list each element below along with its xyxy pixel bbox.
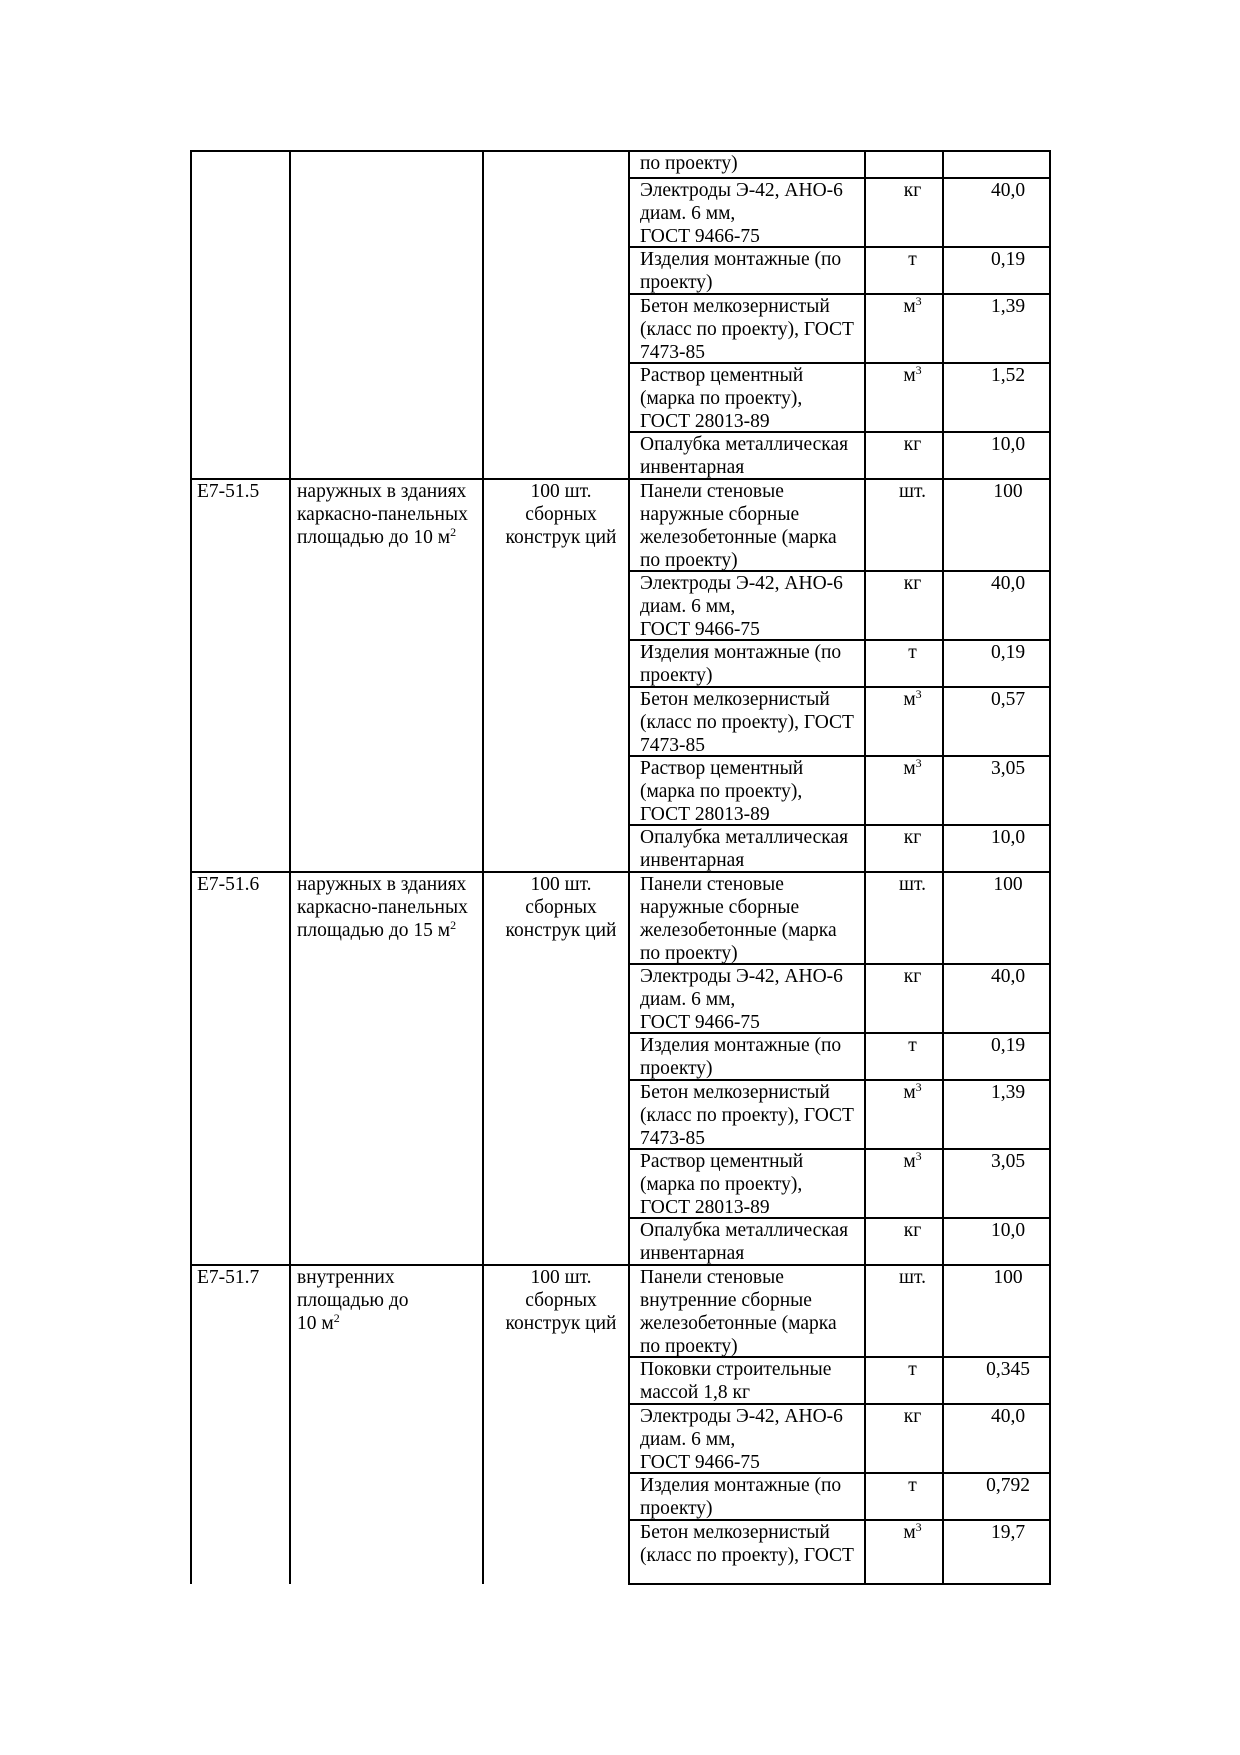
resource-name-text: проекту): [640, 1058, 713, 1079]
work-description-text: наружных в зданиях: [297, 874, 467, 895]
resource-name-line: [640, 295, 875, 318]
resource-name-line: [640, 341, 875, 364]
resource-quantity: 40,0: [990, 573, 1026, 594]
resource-name-line: [640, 1497, 875, 1520]
resource-name-text: ГОСТ 28013-89: [640, 804, 770, 825]
resource-name-text: Опалубка металлическая: [640, 827, 849, 848]
resource-name-text: (класс по проекту), ГОСТ: [640, 1105, 854, 1126]
resource-name-text: по проекту): [640, 1336, 738, 1357]
table-column-border: [190, 150, 192, 1584]
resource-name-text: Электроды Э-42, АНО-6: [640, 1406, 843, 1427]
resource-name-line: [640, 1196, 875, 1219]
resource-name-line: [640, 152, 875, 175]
resource-name-text: наружные сборные: [640, 504, 800, 525]
resource-quantity: 1,39: [990, 296, 1026, 317]
resource-unit: [875, 757, 950, 780]
work-description: [297, 480, 487, 549]
resource-unit: [875, 688, 950, 711]
resource-name: [640, 1034, 875, 1080]
resource-name-line: [640, 942, 875, 965]
resource-name-line: [640, 318, 875, 341]
measurement-unit-line: [487, 1289, 635, 1312]
resource-name-text: по проекту): [640, 153, 738, 174]
resource-unit: [875, 433, 950, 456]
resource-name-text: Панели стеновые: [640, 1267, 784, 1288]
resource-quantity: 3,05: [990, 1151, 1026, 1172]
resource-name-text: Опалубка металлическая: [640, 1220, 849, 1241]
measurement-unit-text: 100 шт.: [530, 1267, 592, 1288]
resource-name-text: железобетонные (марка: [640, 920, 837, 941]
resource-unit-text: кг: [903, 827, 922, 848]
resource-name-text: ГОСТ 9466-75: [640, 619, 760, 640]
resource-quantity: 10,0: [990, 1220, 1026, 1241]
resource-name-line: [640, 503, 875, 526]
work-description-text: каркасно-панельных: [297, 897, 468, 918]
resource-name-line: [640, 1289, 875, 1312]
resource-name-text: 7473-85: [640, 1128, 705, 1149]
resource-name-text: ГОСТ 9466-75: [640, 1452, 760, 1473]
resource-unit-text: шт.: [899, 1267, 926, 1288]
resource-name-line: [640, 1173, 875, 1196]
resource-name-text: (класс по проекту), ГОСТ: [640, 319, 854, 340]
measurement-unit-text: конструк ций: [505, 920, 617, 941]
work-description: [297, 1266, 487, 1335]
norm-code: Е7-51.7: [197, 1267, 260, 1288]
resource-name: [640, 1219, 875, 1265]
resource-quantity: 1,39: [990, 1082, 1026, 1103]
resource-name-line: [640, 1381, 875, 1404]
resource-name-line: [640, 1312, 875, 1335]
resource-name-line: [640, 919, 875, 942]
work-description-line: [297, 480, 487, 503]
work-description-text: наружных в зданиях: [297, 481, 467, 502]
resource-name: [640, 152, 875, 175]
measurement-unit-line: [487, 503, 635, 526]
superscript: 3: [915, 1149, 922, 1163]
resource-name-text: по проекту): [640, 943, 738, 964]
measurement-unit-text: конструк ций: [505, 1313, 617, 1334]
resource-name-text: Бетон мелкозернистый: [640, 689, 830, 710]
resource-unit: [875, 1034, 950, 1057]
resource-name-text: (класс по проекту), ГОСТ: [640, 712, 854, 733]
resource-name-line: [640, 387, 875, 410]
resource-unit: [875, 965, 950, 988]
superscript: 3: [915, 363, 922, 377]
resource-unit-text: кг: [903, 434, 922, 455]
resource-name-line: [640, 572, 875, 595]
resource-name-line: [640, 688, 875, 711]
resource-quantity: 0,19: [990, 642, 1026, 663]
resource-name-line: [640, 410, 875, 433]
measurement-unit-line: [487, 873, 635, 896]
table-column-border: [628, 150, 630, 1584]
norm-code: Е7-51.6: [197, 874, 260, 895]
resource-name-line: [640, 1474, 875, 1497]
resource-name-line: [640, 1127, 875, 1150]
table-column-border: [289, 150, 291, 1584]
resource-name-text: массой 1,8 кг: [640, 1382, 750, 1403]
resource-name: [640, 1474, 875, 1520]
resource-quantity: 100: [993, 481, 1023, 502]
resource-name-line: [640, 433, 875, 456]
resource-name-text: 7473-85: [640, 342, 705, 363]
resource-quantity: 40,0: [990, 966, 1026, 987]
resource-name-line: [640, 780, 875, 803]
resource-name: [640, 480, 875, 572]
work-description-line: [297, 526, 487, 549]
resource-name-line: [640, 873, 875, 896]
resource-name-text: ГОСТ 9466-75: [640, 226, 760, 247]
measurement-unit-line: [487, 919, 635, 942]
resource-name-line: [640, 1081, 875, 1104]
resource-name-line: [640, 456, 875, 479]
resource-name-line: [640, 1104, 875, 1127]
superscript: 3: [915, 1520, 922, 1534]
resource-unit-text: м: [903, 758, 916, 779]
resource-name-line: [640, 1428, 875, 1451]
resource-name-line: [640, 1150, 875, 1173]
resource-unit: [875, 1081, 950, 1104]
resource-unit-text: м: [903, 1151, 916, 1172]
resource-name-line: [640, 711, 875, 734]
resource-name-text: (марка по проекту),: [640, 388, 803, 409]
resource-unit-text: кг: [903, 1220, 922, 1241]
resource-unit: [875, 179, 950, 202]
resource-unit: [875, 1266, 950, 1289]
resource-name-text: Изделия монтажные (по: [640, 642, 842, 663]
superscript: 3: [915, 1080, 922, 1094]
resource-name: [640, 1358, 875, 1404]
resource-quantity: 1,52: [990, 365, 1026, 386]
resource-quantity: 0,19: [990, 249, 1026, 270]
resource-unit: [875, 295, 950, 318]
resource-name-text: Бетон мелкозернистый: [640, 1082, 830, 1103]
resource-name-text: (класс по проекту), ГОСТ: [640, 1545, 854, 1566]
resource-name: [640, 688, 875, 757]
superscript: 3: [915, 294, 922, 308]
resource-name-line: [640, 1358, 875, 1381]
resource-unit-text: кг: [903, 1406, 922, 1427]
resource-name-text: диам. 6 мм,: [640, 596, 736, 617]
superscript: 3: [915, 687, 922, 701]
resource-quantity: 100: [993, 1267, 1023, 1288]
superscript: 2: [333, 1311, 340, 1325]
resource-name: [640, 1266, 875, 1358]
work-description-text: внутренних: [297, 1267, 395, 1288]
resource-name-text: Раствор цементный: [640, 365, 804, 386]
resource-name-line: [640, 618, 875, 641]
resource-name-line: [640, 480, 875, 503]
resource-name-line: [640, 734, 875, 757]
measurement-unit-text: конструк ций: [505, 527, 617, 548]
resource-quantity: 0,345: [986, 1359, 1030, 1380]
resource-name-text: Раствор цементный: [640, 758, 804, 779]
work-description-line: [297, 503, 487, 526]
norm-code: Е7-51.5: [197, 481, 260, 502]
measurement-unit: [487, 873, 635, 942]
work-description-line: [297, 1266, 487, 1289]
resource-name-text: 7473-85: [640, 735, 705, 756]
resource-quantity: 40,0: [990, 1406, 1026, 1427]
resource-name-text: проекту): [640, 665, 713, 686]
resource-unit: [875, 1521, 950, 1544]
resource-name-line: [640, 1521, 875, 1544]
resource-name-text: Панели стеновые: [640, 874, 784, 895]
resource-quantity: 10,0: [990, 827, 1026, 848]
resource-name: [640, 641, 875, 687]
measurement-unit-text: сборных: [525, 1290, 597, 1311]
resource-name-text: Бетон мелкозернистый: [640, 296, 830, 317]
resource-name: [640, 295, 875, 364]
resource-name-text: Электроды Э-42, АНО-6: [640, 573, 843, 594]
resource-name-text: Изделия монтажные (по: [640, 1035, 842, 1056]
resource-unit-text: т: [908, 1035, 917, 1056]
resource-name-line: [640, 549, 875, 572]
resource-name-line: [640, 526, 875, 549]
resource-unit-text: т: [908, 249, 917, 270]
resource-unit-text: кг: [903, 573, 922, 594]
resource-name-line: [640, 803, 875, 826]
resource-name-text: наружные сборные: [640, 897, 800, 918]
resource-quantity: 3,05: [990, 758, 1026, 779]
resource-name-line: [640, 1451, 875, 1474]
resource-unit: [875, 572, 950, 595]
resource-name-text: Поковки строительные: [640, 1359, 832, 1380]
resource-unit: [875, 873, 950, 896]
resource-unit: [875, 1150, 950, 1173]
work-description-line: [297, 1312, 487, 1335]
work-description-text: 10 м: [297, 1313, 334, 1334]
resource-name: [640, 1150, 875, 1219]
resource-unit-text: м: [903, 689, 916, 710]
resource-name-line: [640, 849, 875, 872]
resource-quantity: 0,792: [986, 1475, 1030, 1496]
resource-name-line: [640, 202, 875, 225]
resource-name-text: железобетонные (марка: [640, 527, 837, 548]
resource-name: [640, 1521, 875, 1567]
measurement-unit-text: сборных: [525, 504, 597, 525]
measurement-unit: [487, 1266, 635, 1335]
resource-unit: [875, 480, 950, 503]
resource-quantity: 0,19: [990, 1035, 1026, 1056]
resource-name-text: Бетон мелкозернистый: [640, 1522, 830, 1543]
work-description-text: площадью до 10 м: [297, 527, 451, 548]
resource-name: [640, 433, 875, 479]
resource-name: [640, 873, 875, 965]
measurement-unit-text: 100 шт.: [530, 874, 592, 895]
resource-name: [640, 1081, 875, 1150]
resource-name-line: [640, 1266, 875, 1289]
resource-name-line: [640, 757, 875, 780]
resource-unit: [875, 826, 950, 849]
resource-unit-text: т: [908, 1475, 917, 1496]
resource-unit-text: кг: [903, 180, 922, 201]
resource-name-text: инвентарная: [640, 1243, 745, 1264]
resource-quantity: 0,57: [990, 689, 1026, 710]
resource-name-text: (марка по проекту),: [640, 1174, 803, 1195]
measurement-unit-line: [487, 1312, 635, 1335]
resource-name-line: [640, 179, 875, 202]
resource-name-text: диам. 6 мм,: [640, 203, 736, 224]
measurement-unit-line: [487, 480, 635, 503]
resource-unit: [875, 1358, 950, 1381]
resource-name-text: ГОСТ 28013-89: [640, 1197, 770, 1218]
superscript: 2: [450, 525, 457, 539]
resource-unit-text: м: [903, 1082, 916, 1103]
resource-name-line: [640, 1057, 875, 1080]
resource-unit: [875, 364, 950, 387]
resource-name-line: [640, 988, 875, 1011]
resource-name-line: [640, 1011, 875, 1034]
resource-name-text: проекту): [640, 272, 713, 293]
resource-name-line: [640, 1405, 875, 1428]
resource-name-text: внутренние сборные: [640, 1290, 812, 1311]
resource-unit-text: м: [903, 296, 916, 317]
resource-name-text: Электроды Э-42, АНО-6: [640, 966, 843, 987]
table-row-border: [628, 1583, 1051, 1585]
resource-name-line: [640, 1335, 875, 1358]
superscript: 2: [450, 918, 457, 932]
resource-name-text: инвентарная: [640, 850, 745, 871]
resource-name-line: [640, 896, 875, 919]
resource-name-line: [640, 641, 875, 664]
resource-unit-text: т: [908, 642, 917, 663]
resource-name-text: Раствор цементный: [640, 1151, 804, 1172]
resource-name-text: диам. 6 мм,: [640, 1429, 736, 1450]
superscript: 3: [915, 756, 922, 770]
resource-name-line: [640, 1242, 875, 1265]
resource-unit: [875, 1405, 950, 1428]
measurement-unit-text: 100 шт.: [530, 481, 592, 502]
resource-quantity: 10,0: [990, 434, 1026, 455]
resource-name-text: Изделия монтажные (по: [640, 249, 842, 270]
resource-name-text: диам. 6 мм,: [640, 989, 736, 1010]
resource-name-text: Электроды Э-42, АНО-6: [640, 180, 843, 201]
measurement-unit-line: [487, 1266, 635, 1289]
resource-name-line: [640, 595, 875, 618]
resource-name-text: инвентарная: [640, 457, 745, 478]
resource-name-line: [640, 248, 875, 271]
resource-unit-text: шт.: [899, 874, 926, 895]
table-column-border: [482, 150, 484, 1584]
resource-name: [640, 757, 875, 826]
resource-name: [640, 364, 875, 433]
resource-name-text: Опалубка металлическая: [640, 434, 849, 455]
resource-quantity: 100: [993, 874, 1023, 895]
resource-name-text: проекту): [640, 1498, 713, 1519]
work-description-text: каркасно-панельных: [297, 504, 468, 525]
work-description-text: площадью до 15 м: [297, 920, 451, 941]
measurement-unit-line: [487, 526, 635, 549]
resource-name: [640, 826, 875, 872]
resource-name: [640, 1405, 875, 1474]
resource-name-text: Изделия монтажные (по: [640, 1475, 842, 1496]
work-description: [297, 873, 487, 942]
resource-unit-text: шт.: [899, 481, 926, 502]
work-description-text: площадью до: [297, 1290, 409, 1311]
resource-unit-text: м: [903, 365, 916, 386]
measurement-unit-line: [487, 896, 635, 919]
resource-name-text: ГОСТ 28013-89: [640, 411, 770, 432]
resource-name-line: [640, 364, 875, 387]
resource-unit: [875, 248, 950, 271]
resource-unit: [875, 1219, 950, 1242]
resource-name-line: [640, 826, 875, 849]
resource-name: [640, 965, 875, 1034]
resource-name-line: [640, 225, 875, 248]
resource-name-line: [640, 965, 875, 988]
work-description-line: [297, 1289, 487, 1312]
work-description-line: [297, 896, 487, 919]
resource-unit: [875, 641, 950, 664]
resource-name: [640, 248, 875, 294]
resource-unit-text: м: [903, 1522, 916, 1543]
resource-name-line: [640, 1219, 875, 1242]
resource-name-line: [640, 1034, 875, 1057]
table-row-border: [190, 150, 1051, 152]
resource-name-text: Панели стеновые: [640, 481, 784, 502]
measurement-unit: [487, 480, 635, 549]
measurement-unit-text: сборных: [525, 897, 597, 918]
resource-unit-text: т: [908, 1359, 917, 1380]
work-description-line: [297, 873, 487, 896]
resource-name-text: железобетонные (марка: [640, 1313, 837, 1334]
resource-name-text: по проекту): [640, 550, 738, 571]
resource-name-text: ГОСТ 9466-75: [640, 1012, 760, 1033]
resource-name-line: [640, 271, 875, 294]
resource-name-text: (марка по проекту),: [640, 781, 803, 802]
resource-name-line: [640, 1544, 875, 1567]
resource-name: [640, 572, 875, 641]
resource-unit-text: кг: [903, 966, 922, 987]
resource-name: [640, 179, 875, 248]
resource-name-line: [640, 664, 875, 687]
resource-unit: [875, 1474, 950, 1497]
work-description-line: [297, 919, 487, 942]
resource-quantity: 19,7: [990, 1522, 1026, 1543]
resource-quantity: 40,0: [990, 180, 1026, 201]
